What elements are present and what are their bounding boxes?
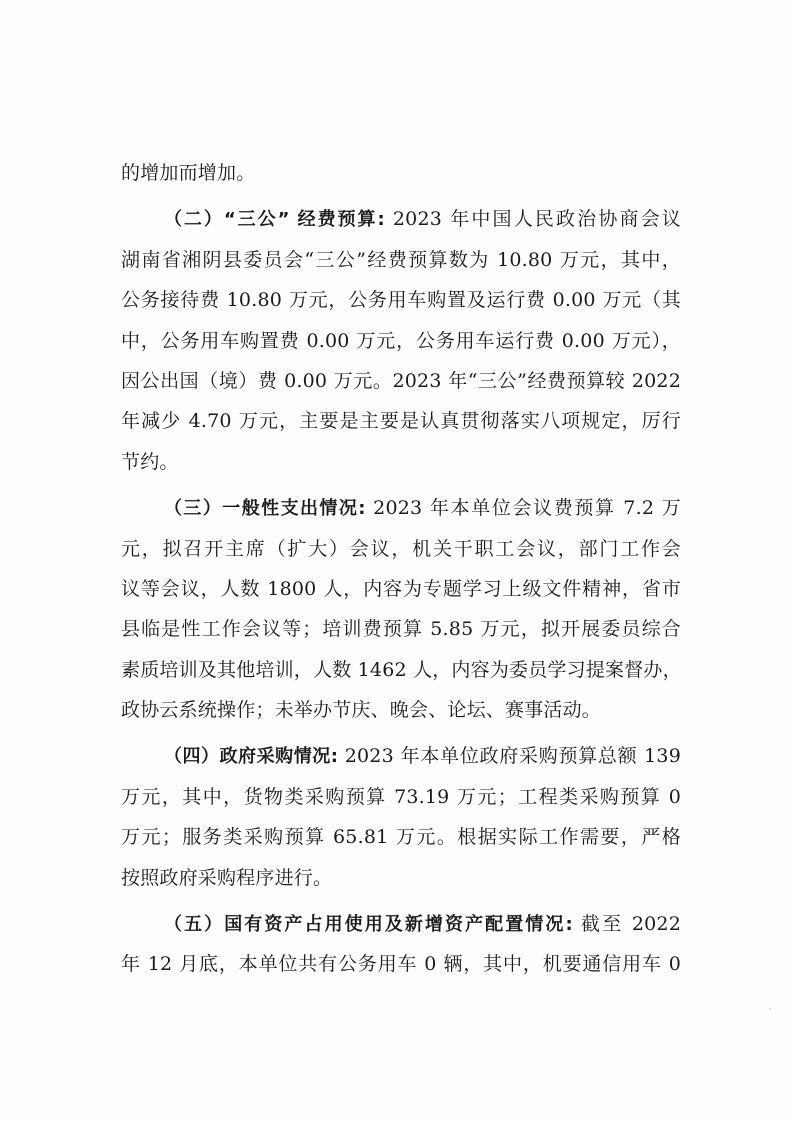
line-text: 元，拟召开主席（扩大）会议，机关干职工会议，部门工作会 xyxy=(121,537,681,560)
line-text: 2023 年本单位政府采购预算总额 139 xyxy=(337,745,682,768)
section-heading: （四）政府采购情况: xyxy=(164,746,338,768)
paragraph-line xyxy=(121,442,681,482)
line-text: 节约。 xyxy=(121,450,179,473)
paragraph-line xyxy=(121,153,681,193)
section-heading-line xyxy=(121,488,681,528)
scan-speck xyxy=(769,1008,771,1010)
section-heading: （三）一般性支出情况: xyxy=(164,498,366,520)
paragraph-line xyxy=(121,529,681,569)
section-heading-line xyxy=(121,199,681,239)
line-text: 万元，其中，货物类采购预算 73.19 万元；工程类采购预算 0 xyxy=(121,785,681,808)
paragraph-line xyxy=(121,944,681,984)
section-heading-line xyxy=(121,736,681,776)
line-text: 截至 2022 xyxy=(572,913,681,936)
line-text: 中，公务用车购置费 0.00 万元，公务用车运行费 0.00 万元）， xyxy=(121,329,681,352)
paragraph-line xyxy=(121,401,681,441)
paragraph-line xyxy=(121,858,681,898)
line-text: 政协云系统操作；未举办节庆、晚会、论坛、赛事活动。 xyxy=(121,699,602,722)
paragraph-line xyxy=(121,240,681,280)
paragraph-line xyxy=(121,361,681,401)
line-text: 年减少 4.70 万元，主要是主要是认真贯彻落实八项规定，厉行 xyxy=(121,410,681,433)
paragraph-line xyxy=(121,777,681,817)
line-text: 2023 年中国人民政治协商会议 xyxy=(384,208,681,231)
line-text: 万元；服务类采购预算 65.81 万元。根据实际工作需要，严格 xyxy=(121,826,681,849)
line-text: 因公出国（境）费 0.00 万元。2023 年“三公”经费预算较 2022 xyxy=(121,369,681,392)
paragraph-line xyxy=(121,650,681,690)
section-heading: （二）“三公” 经费预算: xyxy=(164,209,385,231)
paragraph-line xyxy=(121,280,681,320)
line-text: 议等会议，人数 1800 人，内容为专题学习上级文件精神，省市 xyxy=(121,577,681,600)
paragraph-line xyxy=(121,609,681,649)
line-text: 按照政府采购程序进行。 xyxy=(121,866,333,889)
line-text: 2023 年本单位会议费预算 7.2 万 xyxy=(365,497,681,520)
paragraph-line xyxy=(121,569,681,609)
section-heading: （五）国有资产占用使用及新增资产配置情况: xyxy=(164,914,573,936)
paragraph-line xyxy=(121,817,681,857)
line-text: 年 12 月底，本单位共有公务用车 0 辆，其中，机要通信用车 0 xyxy=(121,953,681,976)
line-text: 县临是性工作会议等；培训费预算 5.85 万元，拟开展委员综合 xyxy=(121,618,681,641)
section-heading-line xyxy=(121,904,681,944)
paragraph-line xyxy=(121,690,681,730)
line-text: 湖南省湘阴县委员会“三公”经费预算数为 10.80 万元，其中， xyxy=(121,248,681,271)
line-text: 公务接待费 10.80 万元，公务用车购置及运行费 0.00 万元（其 xyxy=(121,289,681,312)
document-body xyxy=(121,153,681,985)
line-text: 素质培训及其他培训，人数 1462 人，内容为委员学习提案督办， xyxy=(121,658,682,681)
line-text: 的增加而增加。 xyxy=(121,162,256,184)
paragraph-line xyxy=(121,321,681,361)
